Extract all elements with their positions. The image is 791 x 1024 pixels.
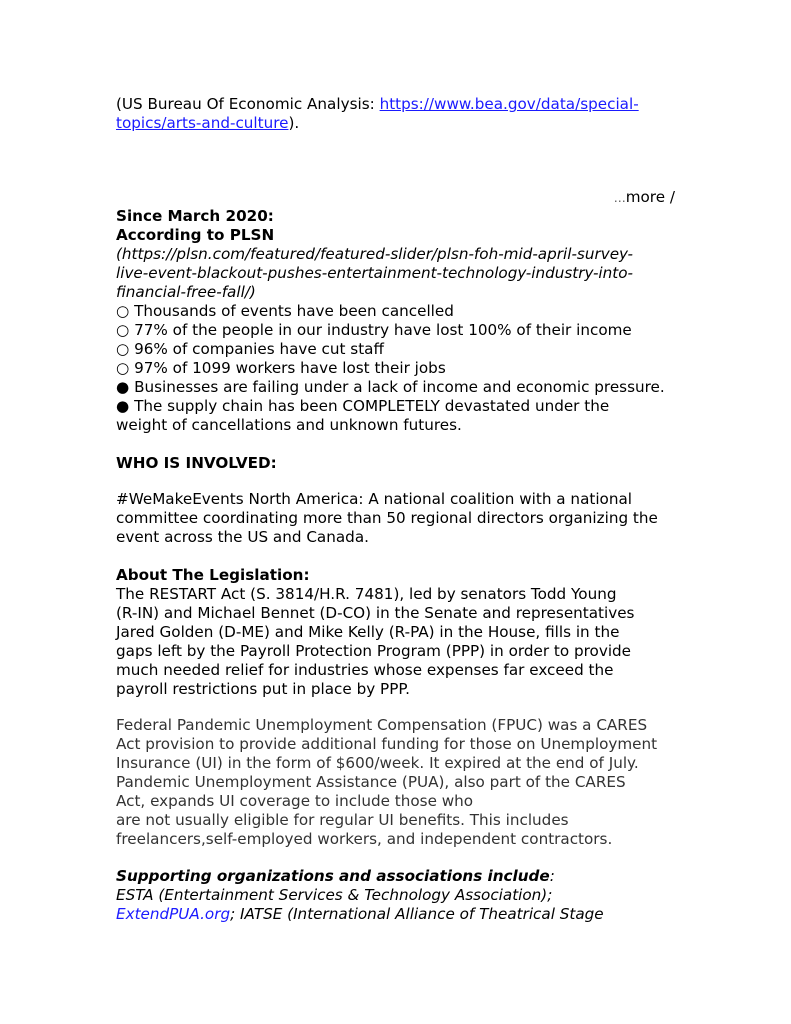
bullet-item-continuation: weight of cancellations and unknown futures.	[116, 416, 462, 434]
body-line: gaps left by the Payroll Protection Program (PPP) in order to provide	[116, 642, 632, 660]
supporting-heading-colon: :	[549, 867, 555, 885]
bullet-item: ○ Thousands of events have been cancelled	[116, 302, 454, 320]
involved-section	[116, 454, 682, 473]
body-line: (R-IN) and Michael Bennet (D-CO) in the Senate and representatives	[116, 604, 635, 622]
legislation-heading: About The Legislation:	[116, 566, 310, 584]
bullet-item: ● Businesses are failing under a lack of income and economic pressure.	[116, 378, 665, 396]
supporting-line-rest: ; IATSE (International Alliance of Theatrical Stage	[230, 905, 604, 923]
plsn-source-line: live-event-blackout-pushes-entertainment-technology-industry-into-	[116, 264, 634, 282]
supporting-line	[116, 905, 682, 924]
body-line: payroll restrictions put in place by PPP.	[116, 680, 410, 698]
bea-prefix: (US Bureau Of Economic Analysis:	[116, 95, 380, 113]
body-line: #WeMakeEvents North America: A national coalition with a national	[116, 490, 632, 508]
involved-heading: WHO IS INVOLVED:	[116, 454, 277, 472]
plsn-section	[116, 207, 682, 435]
more-link[interactable]	[614, 188, 675, 206]
more-label: more /	[625, 188, 675, 206]
body-line: Federal Pandemic Unemployment Compensation (FPUC) was a CARES	[116, 716, 648, 734]
body-line: Jared Golden (D-ME) and Mike Kelly (R-PA) in the House, fills in the	[116, 623, 620, 641]
plsn-source-line: financial-free-fall/)	[116, 283, 256, 301]
supporting-heading	[116, 867, 682, 886]
bullet-item: ○ 97% of 1099 workers have lost their jobs	[116, 359, 446, 377]
body-line: Act, expands UI coverage to include those who	[116, 792, 474, 810]
bea-citation	[116, 95, 682, 133]
bea-link-part2[interactable]: topics/arts-and-culture	[116, 114, 289, 132]
fpuc-section	[116, 716, 682, 849]
since-heading: Since March 2020:	[116, 207, 274, 225]
involved-body	[116, 490, 682, 547]
supporting-section	[116, 867, 682, 924]
body-line: The RESTART Act (S. 3814/H.R. 7481), led by senators Todd Young	[116, 585, 617, 603]
plsn-source-line: (https://plsn.com/featured/featured-slider/plsn-foh-mid-april-survey-	[116, 245, 633, 263]
more-ellipsis: …	[613, 191, 626, 205]
bullet-item: ● The supply chain has been COMPLETELY devastated under the	[116, 397, 610, 415]
plsn-heading: According to PLSN	[116, 226, 275, 244]
body-line: freelancers,self-employed workers, and independent contractors.	[116, 830, 613, 848]
supporting-line: ESTA (Entertainment Services & Technology Association);	[116, 886, 553, 904]
bea-link-part1[interactable]: https://www.bea.gov/data/special-	[379, 95, 639, 113]
bea-suffix: ).	[288, 114, 300, 132]
body-line: are not usually eligible for regular UI benefits. This includes	[116, 811, 569, 829]
body-line: committee coordinating more than 50 regional directors organizing the	[116, 509, 658, 527]
body-line: Pandemic Unemployment Assistance (PUA), also part of the CARES	[116, 773, 626, 791]
bullet-item: ○ 96% of companies have cut staff	[116, 340, 384, 358]
extendpua-link[interactable]: ExtendPUA.org	[116, 905, 231, 923]
body-line: event across the US and Canada.	[116, 528, 369, 546]
body-line: Act provision to provide additional funding for those on Unemployment	[116, 735, 658, 753]
legislation-section	[116, 566, 682, 699]
supporting-heading-text: Supporting organizations and associations include	[116, 867, 550, 885]
body-line: much needed relief for industries whose expenses far exceed the	[116, 661, 614, 679]
body-line: Insurance (UI) in the form of $600/week. It expired at the end of July.	[116, 754, 639, 772]
bullet-item: ○ 77% of the people in our industry have lost 100% of their income	[116, 321, 632, 339]
